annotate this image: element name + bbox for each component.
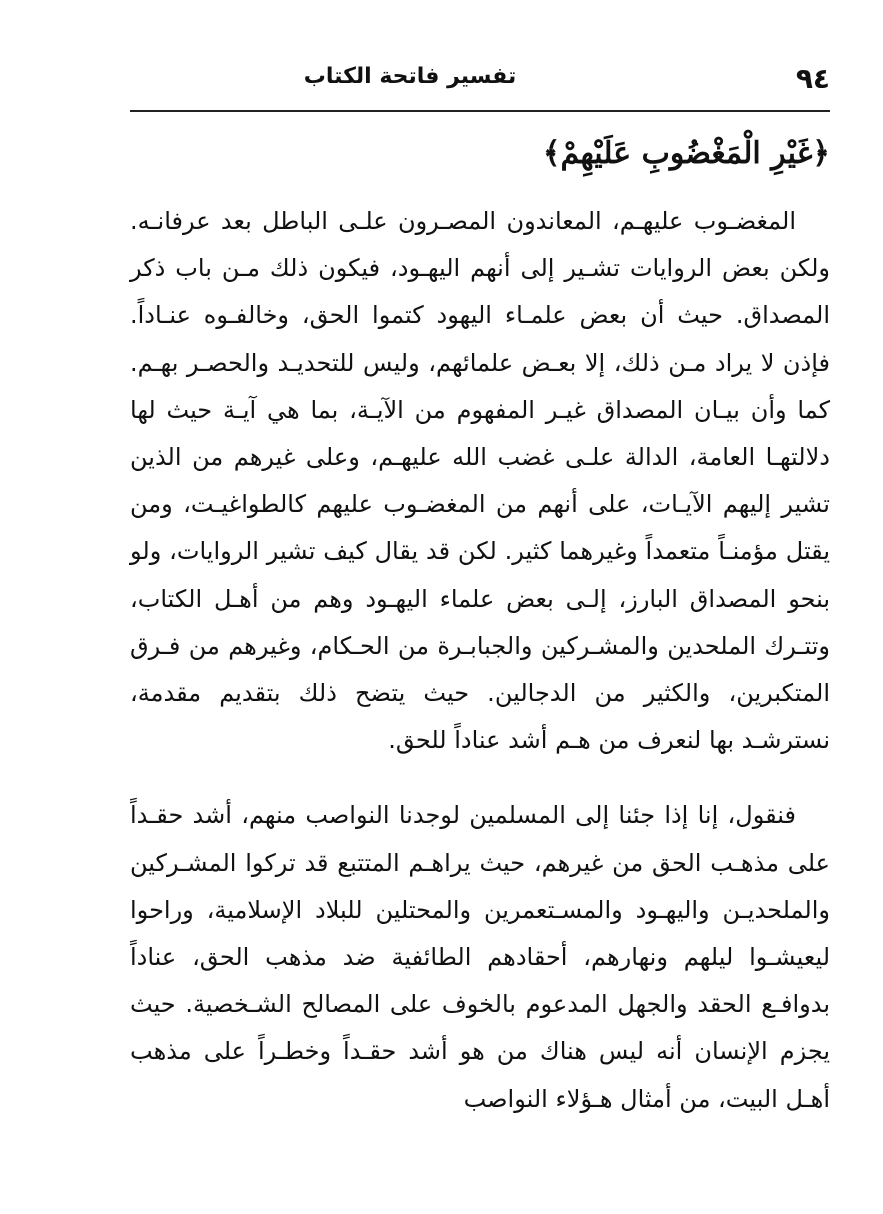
paragraph: فنقول، إنا إذا جئنا إلى المسلمين لوجدنا النواصب منهم، أشد حقـداً على مذهـب الحق من غيرهم، حيث يراهـم المتتبع قد تركوا المشـركين والملحديـن واليهـود والمسـتعمرين والمحتلين للبلاد الإسلامية، وراحوا ليعيشـوا ليلهم ونهارهم، أحقادهم الطائفية ضد مذهب الحق، عناداً بدوافـع الحقد والجهل المدعوم بالخوف على المصالح الشـخصية. حيث يجزم الإنسان أنه ليس هناك من هو أشد حقـداً وخطـراً على مذهب أهـل البيت، من أمثال هـؤلاء النواصب — [130, 801, 830, 1113]
verse-heading: ﴿غَيْرِ الْمَغْضُوبِ عَلَيْهِمْ﴾ — [542, 136, 830, 171]
page-header — [130, 58, 830, 110]
header-divider — [130, 110, 830, 112]
page-number: ٩٤ — [795, 62, 830, 95]
body-text — [130, 198, 830, 1123]
paragraph: المغضـوب عليهـم، المعاندون المصـرون علـى الباطل بعد عرفانـه. ولكن بعض الروايات تشـير إلى أنهم اليهـود، فيكون ذلك مـن باب ذكر المصداق. حيث أن بعض علمـاء اليهود كتموا الحق، وخالفـوه عنـاداً. فإذن لا يراد مـن ذلك، إلا بعـض علمائهم، وليس للتحديـد والحصـر بهـم. كما وأن بيـان المصداق غيـر المفهوم من الآيـة، بما هي آيـة حيث لها دلالتهـا العامة، الدالة علـى غضب الله عليهـم، وعلى غيرهم من الذين تشير إليهم الآيـات، على أنهم من المغضـوب عليهم كالطواغيـت، ومن يقتل مؤمنـاً متعمداً وغيرهما كثير. لكن قد يقال كيف تشير الروايات، ولو بنحو المصداق البارز، إلـى بعض علماء اليهـود وهم من أهـل الكتاب، وتتـرك الملحدين والمشـركين والجبابـرة من الحـكام، وغيرهم من فـرق المتكبرين، والكثير من الدجالين. حيث يتضح ذلك بتقديم مقدمة، نسترشـد بها لنعرف من هـم أشد عناداً للحق. — [130, 207, 830, 755]
running-title: تفسير فاتحة الكتاب — [303, 64, 517, 89]
